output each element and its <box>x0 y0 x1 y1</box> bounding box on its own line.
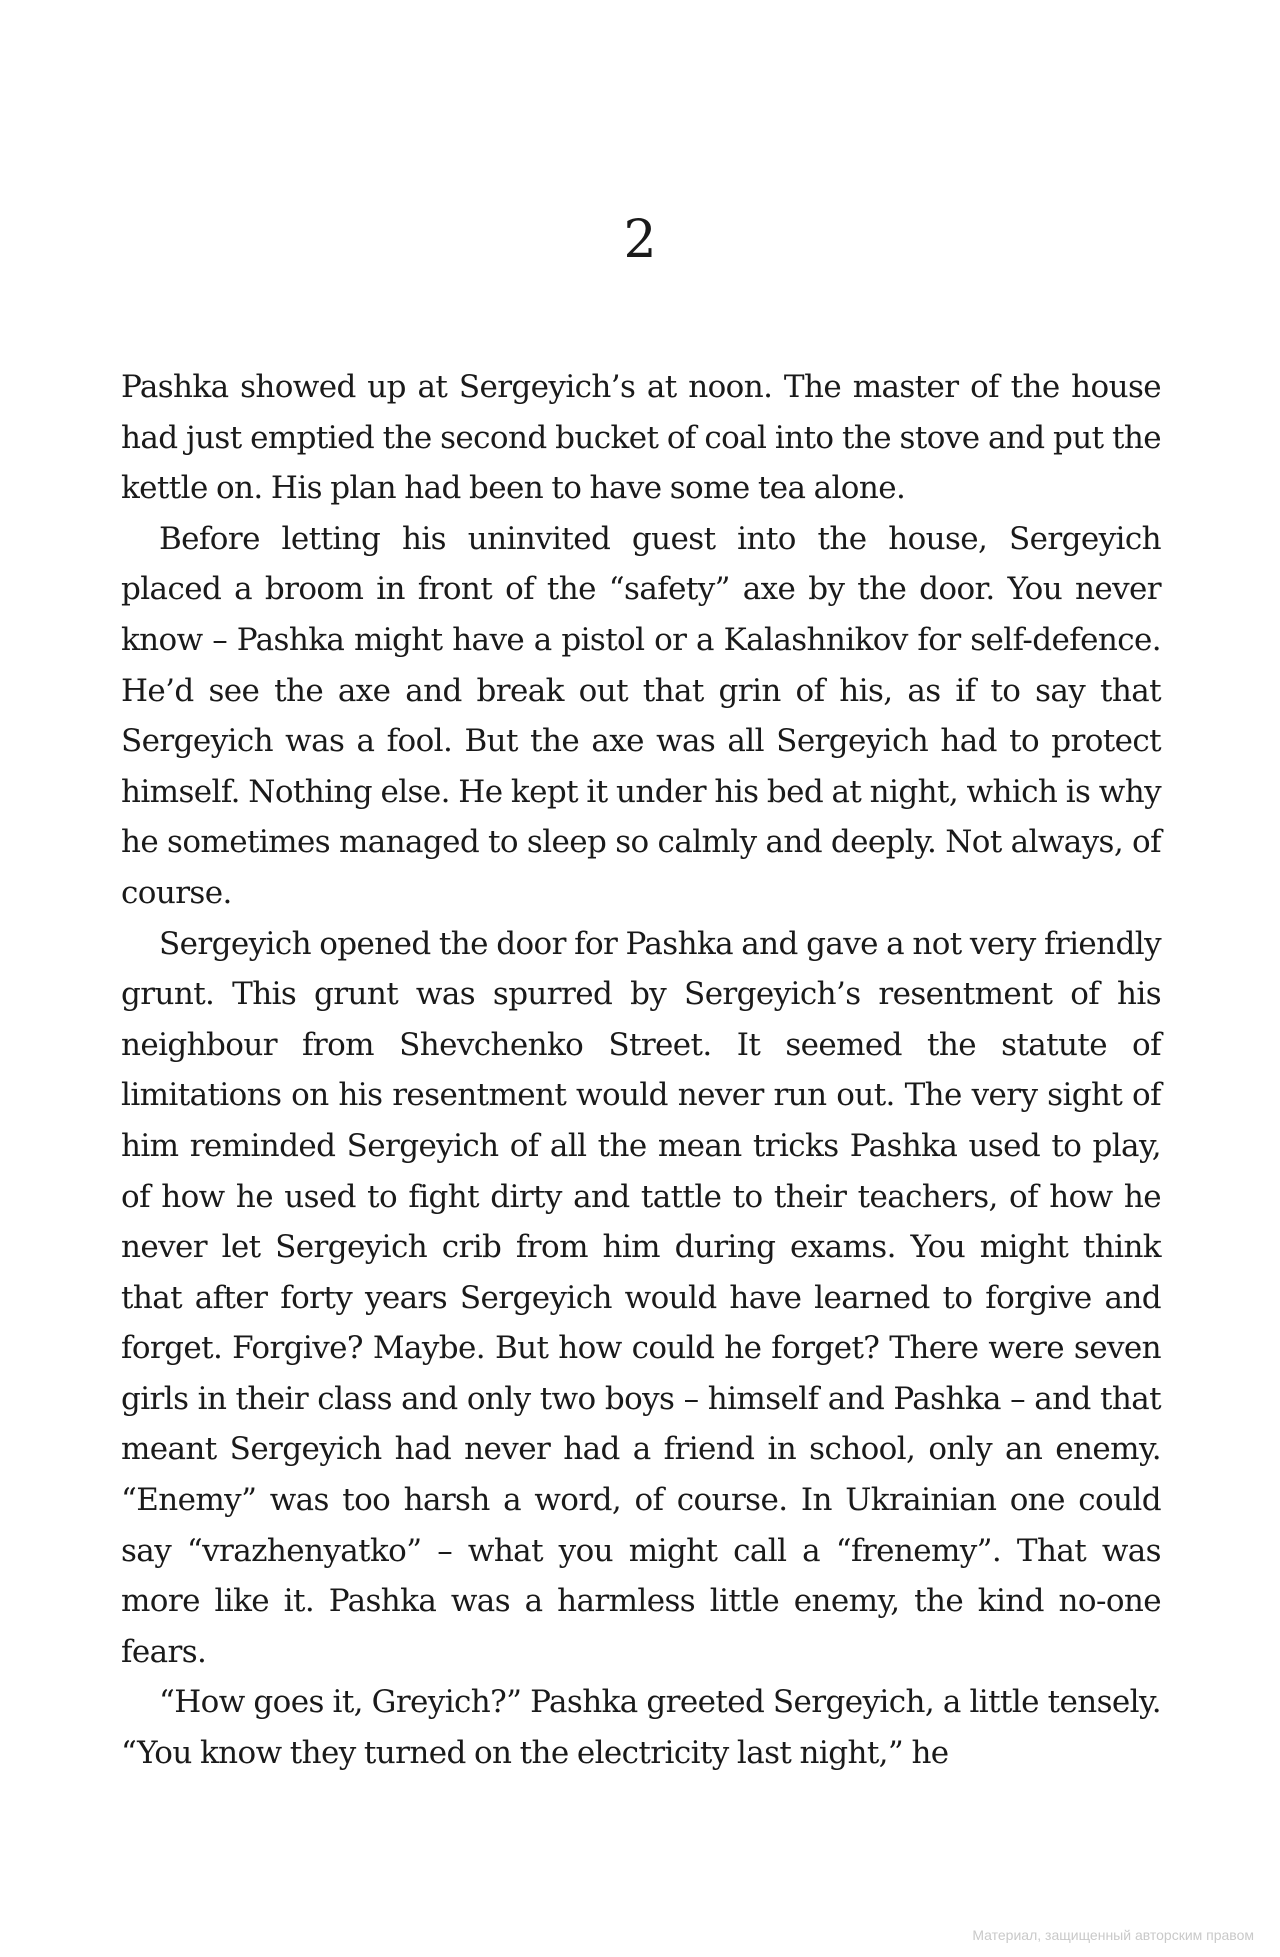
chapter-number: 2 <box>623 210 657 270</box>
paragraph: Pashka showed up at Sergeyich’s at noon. The master of the house had just emptied the second bucket of coal into the stove and put the kettle on. His plan had been to have some tea alone. <box>121 369 1161 507</box>
paragraph: Sergeyich opened the door for Pashka and gave a not very friendly grunt. This grunt was spurred by Sergeyich’s resentment of his neighbour from Shevchenko Street. It seemed the statute of limitations on his resentment would never run out. The very sight of him reminded Sergeyich of all the mean tricks Pashka used to play, of how he used to fight dirty and tattle to their teachers, of how he never let Sergeyich crib from him during exams. You might think that after forty years Sergeyich would have learned to forgive and forget. Forgive? Maybe. But how could he forget? There were seven girls in their class and only two boys – himself and Pashka – and that meant Sergeyich had never had a friend in school, only an enemy. “Enemy” was too harsh a word, of course. In Ukrainian one could say “vrazhenyatko” – what you might call a “frenemy”. That was more like it. Pashka was a harmless little enemy, the kind no-one fears. <box>121 925 1161 1670</box>
paragraph: Before letting his uninvited guest into the house, Sergeyich placed a broom in front of the “safety” axe by the door. You never know – Pashka might have a pistol or a Kalashnikov for self-defence. He’d see the axe and break out that grin of his, as if to say that Sergeyich was a fool. But the axe was all Sergeyich had to protect himself. Nothing else. He kept it under his bed at night, which is why he sometimes managed to sleep so calmly and deeply. Not always, of course. <box>121 520 1161 911</box>
paragraph: “How goes it, Greyich?” Pashka greeted Sergeyich, a little tensely. “You know they turned on the electricity last night,” he <box>121 1684 1161 1772</box>
copyright-watermark: Материал, защищенный авторским правом <box>972 1927 1254 1943</box>
chapter-body <box>121 362 1161 1779</box>
